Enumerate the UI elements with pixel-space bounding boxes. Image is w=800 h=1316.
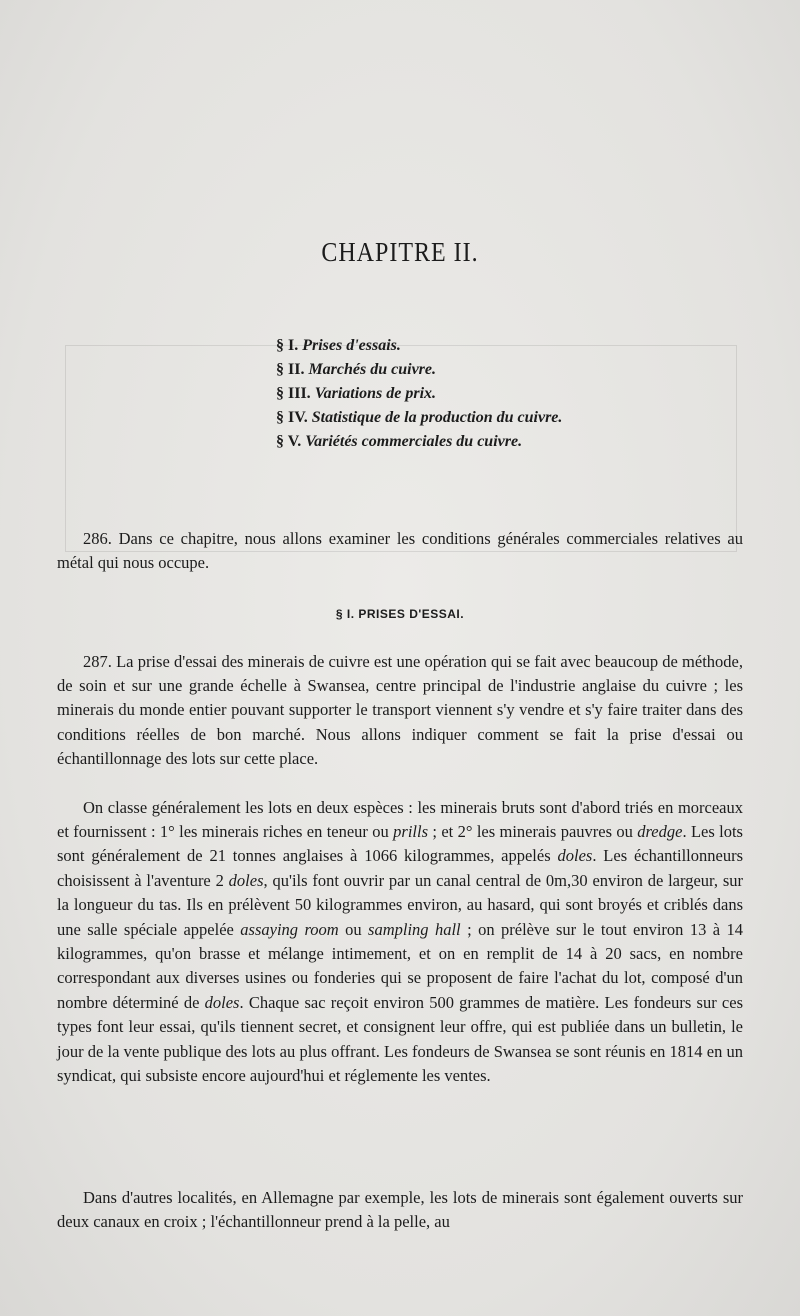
toc-item: § IV. Statistique de la production du cuivre. — [276, 409, 563, 426]
toc-item: § I. Prises d'essais. — [276, 337, 401, 354]
toc-item: § V. Variétés commerciales du cuivre. — [276, 433, 523, 450]
chapter-title: CHAPITRE II. — [321, 237, 479, 268]
chapter-contents — [276, 334, 696, 454]
toc-item: § III. Variations de prix. — [276, 385, 437, 402]
paragraph-sampling-method: On classe généralement les lots en deux espèces : les minerais bruts sont d'abord triés en morceaux et fournissent : 1° les minerais riches en teneur ou prills ; et 2° les minerais pauvres ou dredge. Les lots sont généralement de 21 tonnes anglaises à 1066 kilogrammes, appelés doles. Les échantillonneurs choisissent à l'aventure 2 doles, qu'ils font ouvrir par un canal central de 0m,30 environ de largeur, sur la longueur du tas. Ils en prélèvent 50 kilogrammes environ, au hasard, qui sont broyés et criblés dans une salle spéciale appelée assaying room ou sampling hall ; on prélève sur le tout environ 13 à 14 kilogrammes, qu'on brasse et mélange intimement, et on en remplit de 14 à 20 sacs, en nombre correspondant aux diverses usines ou fonderies qui se proposent de faire l'achat du lot, composé d'un nombre déterminé de doles. Chaque sac reçoit environ 500 grammes de matière. Les fondeurs sur ces types font leur essai, qu'ils tiennent secret, et consignent leur offre, qui est publiée dans un bulletin, le jour de la vente publique des lots au plus offrant. Les fondeurs de Swansea se sont réunis en 1814 en un syndicat, qui subsiste encore aujourd'hui et réglemente les ventes. — [57, 797, 744, 1085]
paragraph-other-localities: Dans d'autres localités, en Allemagne par exemple, les lots de minerais sont également ouverts sur deux canaux en croix ; l'échantillonneur prend à la pelle, au — [57, 1187, 743, 1231]
paragraph-286: 286. Dans ce chapitre, nous allons examiner les conditions générales commerciales relatives au métal qui nous occupe. — [57, 528, 743, 572]
toc-item: § II. Marchés du cuivre. — [276, 361, 437, 378]
paragraph-287: 287. La prise d'essai des minerais de cuivre est une opération qui se fait avec beaucoup de méthode, de soin et sur une grande échelle à Swansea, centre principal de l'industrie anglaise du cuivre ; les minerais du monde entier pouvant supporter le transport viennent s'y vendre et s'y faire traiter dans des conditions réelles de bon marché. Nous allons indiquer comment se fait la prise d'essai ou échantillonnage des lots sur cette place. — [57, 651, 743, 769]
section-heading: § I. PRISES D'ESSAI. — [335, 607, 465, 621]
